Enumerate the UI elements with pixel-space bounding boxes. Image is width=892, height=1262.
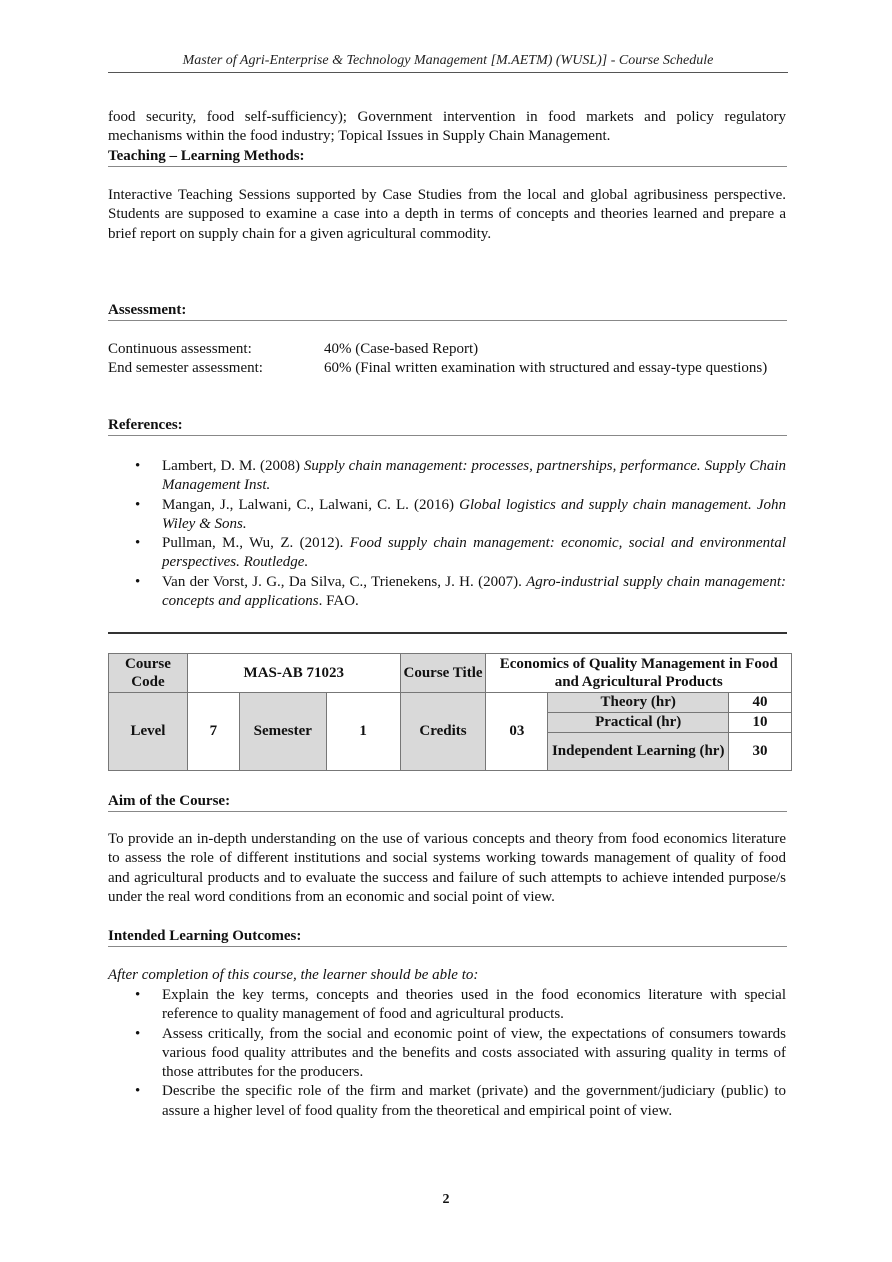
reference-title: Global logistics and supply chain management. John Wiley & Sons. [162,496,786,532]
aim-paragraph: To provide an in-depth understanding on the use of various concepts and theory from food economics literature to assess the role of different institutions and social systems working towards management of quality of food and agricultural products and to evaluate the success and failure of such attempts to achieve intended purpose/s under the real word conditions from an economic and social point of view. [108,831,786,905]
assessment-value: 60% (Final written examination with structured and essay-type questions) [324,360,768,377]
reference-tail: . FAO. [318,593,359,610]
ilo-item: • Describe the specific role of the firm and market (private) and the government/judiciary (public) to assure a higher level of food quality from the theoretical and empirical point of view. [108,1082,786,1121]
section-divider [108,632,787,634]
reference-item [108,457,786,496]
references-list [108,457,786,611]
assessment-table [108,340,786,379]
course-info-table [108,653,792,771]
aim-heading: Aim of the Course: [108,792,787,812]
reference-title: Supply chain management: processes, partnerships, performance. Supply Chain Management Inst. [162,458,786,494]
ilo-item: • Assess critically, from the social and economic point of view, the expectations of consumers towards various food quality attributes and the benefits and costs associated with assuring quality in terms of those attributes for the producers. [108,1025,786,1083]
ilo-heading: Intended Learning Outcomes: [108,927,787,947]
level-label: Level [109,693,188,771]
credits-value: 03 [486,693,548,771]
theory-hours-label: Theory (hr) [548,693,729,713]
intro-paragraph: food security, food self-sufficiency); Government intervention in food markets and policy regulatory mechanisms within the food industry; Topical Issues in Supply Chain Management. [108,109,786,145]
reference-item [108,496,786,535]
reference-item [108,573,786,612]
reference-authors: Lambert, D. M. (2008) [162,458,304,474]
practical-hours-label: Practical (hr) [548,713,729,733]
ilo-intro: After completion of this course, the learner should be able to: [108,967,479,983]
assessment-heading: Assessment: [108,301,787,321]
ilo-list [108,986,786,1121]
course-title-label: Course Title [400,654,486,693]
credits-label: Credits [400,693,486,771]
reference-authors: Pullman, M., Wu, Z. (2012). [162,535,350,552]
reference-authors: Van der Vorst, J. G., Da Silva, C., Trienekens, J. H. (2007). [162,573,527,590]
level-value: 7 [187,693,239,771]
running-header: Master of Agri-Enterprise & Technology Management [M.AETM) (WUSL)] - Course Schedule [108,53,788,73]
semester-value: 1 [326,693,400,771]
semester-label: Semester [239,693,326,771]
assessment-value: 40% (Case-based Report) [324,341,479,357]
reference-title: Food supply chain management: economic, social and environmental perspectives. Routledge. [162,535,787,571]
references-heading: References: [108,416,787,436]
assessment-label: End semester assessment: [108,360,263,377]
assessment-label: Continuous assessment: [108,341,252,357]
course-title-value: Economics of Quality Management in Food and Agricultural Products [486,654,792,693]
reference-item [108,534,786,573]
assessment-row [108,359,786,378]
independent-hours-value: 30 [729,733,792,771]
theory-hours-value: 40 [729,693,792,713]
reference-title: Agro-industrial supply chain management: concepts and applications [162,573,786,610]
practical-hours-value: 10 [729,713,792,733]
page-number: 2 [442,1192,450,1207]
ilo-item: • Explain the key terms, concepts and theories used in the food economics literature with special reference to quality management of food and agricultural products. [108,986,786,1025]
reference-authors: Mangan, J., Lalwani, C., Lalwani, C. L. (2016) [162,496,460,513]
assessment-row [108,340,786,359]
course-code-label: Course Code [109,654,188,693]
independent-hours-label: Independent Learning (hr) [548,733,729,771]
course-code-value: MAS-AB 71023 [187,654,400,693]
teaching-paragraph: Interactive Teaching Sessions supported by Case Studies from the local and global agribusiness perspective. Students are supposed to examine a case into a depth in terms of concepts and theories learned and prepare a brief report on supply chain for a given agricultural commodity. [108,187,786,242]
teaching-heading: Teaching – Learning Methods: [108,147,787,167]
